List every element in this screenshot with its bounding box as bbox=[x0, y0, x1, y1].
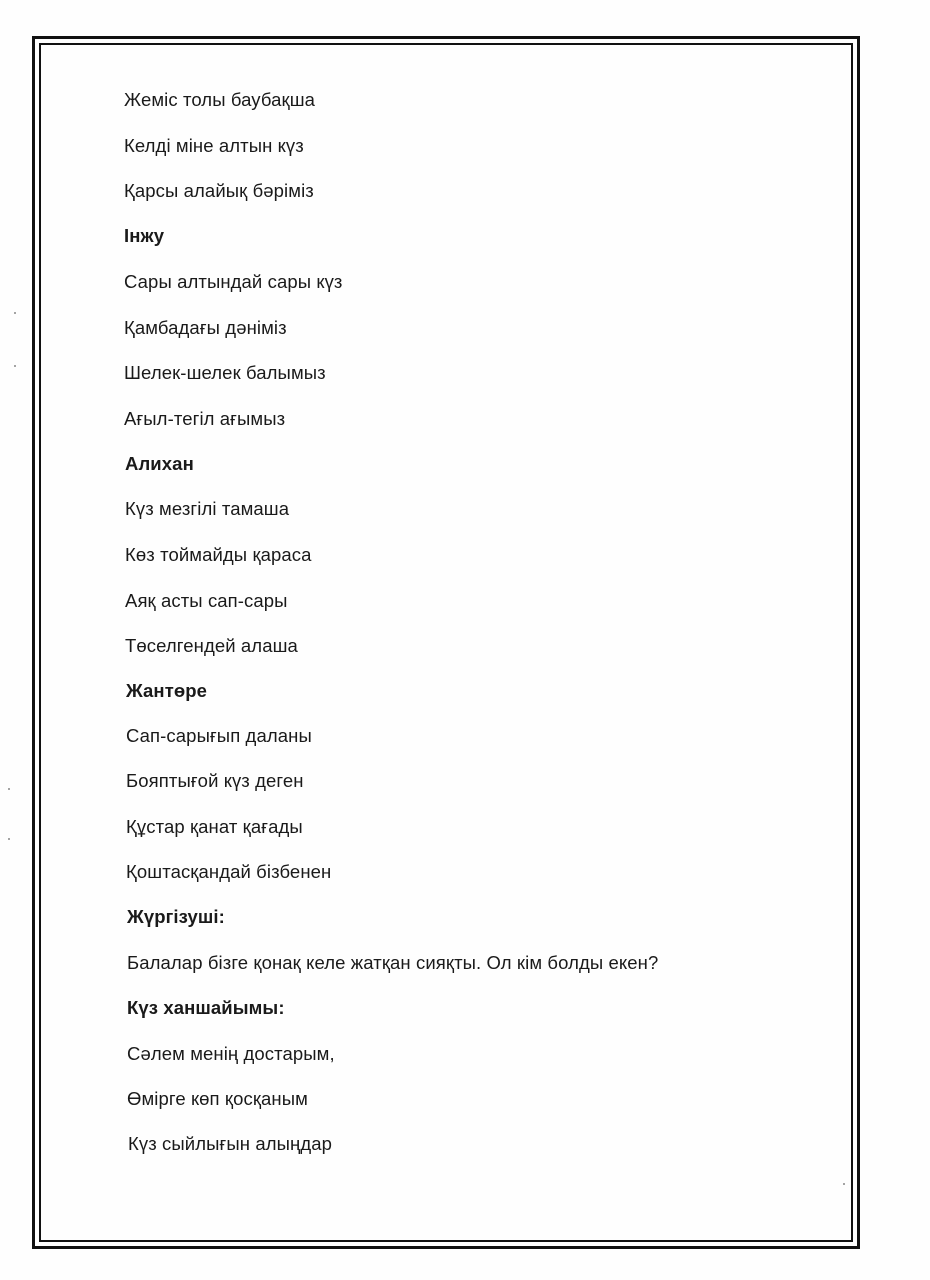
poem-line: Аяқ асты сап-сары bbox=[125, 590, 288, 611]
speaker-name: Інжу bbox=[124, 225, 165, 246]
poem-line: Өмірге көп қосқаным bbox=[127, 1088, 308, 1109]
poem-line: Күз сыйлығын алыңдар bbox=[128, 1133, 332, 1154]
poem-line: Күз мезгілі тамаша bbox=[125, 498, 290, 519]
poem-line: Төселгендей алаша bbox=[125, 635, 298, 656]
poem-line: Жеміс толы баубақша bbox=[124, 89, 316, 110]
poem-line: Сары алтындай сары күз bbox=[124, 271, 343, 292]
scan-speck bbox=[14, 365, 16, 367]
poem-line: Құстар қанат қағады bbox=[126, 816, 303, 837]
speaker-name: Жантөре bbox=[126, 680, 208, 701]
poem-line: Балалар бізге қонақ келе жатқан сияқты. Ол кім болды екен? bbox=[127, 952, 659, 973]
scan-speck bbox=[8, 838, 10, 840]
speaker-name: Жүргізуші: bbox=[127, 906, 225, 927]
scan-speck bbox=[14, 312, 16, 314]
poem-line: Бояптығой күз деген bbox=[126, 770, 304, 791]
poem-line: Қамбадағы дәніміз bbox=[124, 317, 287, 338]
poem-line: Қарсы алайық бәріміз bbox=[124, 180, 314, 201]
poem-line: Сап-сарығып даланы bbox=[126, 725, 312, 746]
poem-line: Келді міне алтын күз bbox=[124, 135, 304, 156]
speaker-name: Күз ханшайымы: bbox=[127, 997, 285, 1018]
speaker-name: Алихан bbox=[125, 453, 194, 474]
poem-line: Қоштасқандай бізбенен bbox=[126, 861, 332, 882]
poem-line: Сәлем менің достарым, bbox=[127, 1043, 335, 1064]
scan-speck bbox=[843, 1183, 845, 1185]
scan-speck bbox=[8, 788, 10, 790]
poem-line: Шелек-шелек балымыз bbox=[124, 362, 326, 383]
poem-line: Ағыл-тегіл ағымыз bbox=[124, 408, 286, 429]
poem-line: Көз тоймайды қараса bbox=[125, 544, 312, 565]
